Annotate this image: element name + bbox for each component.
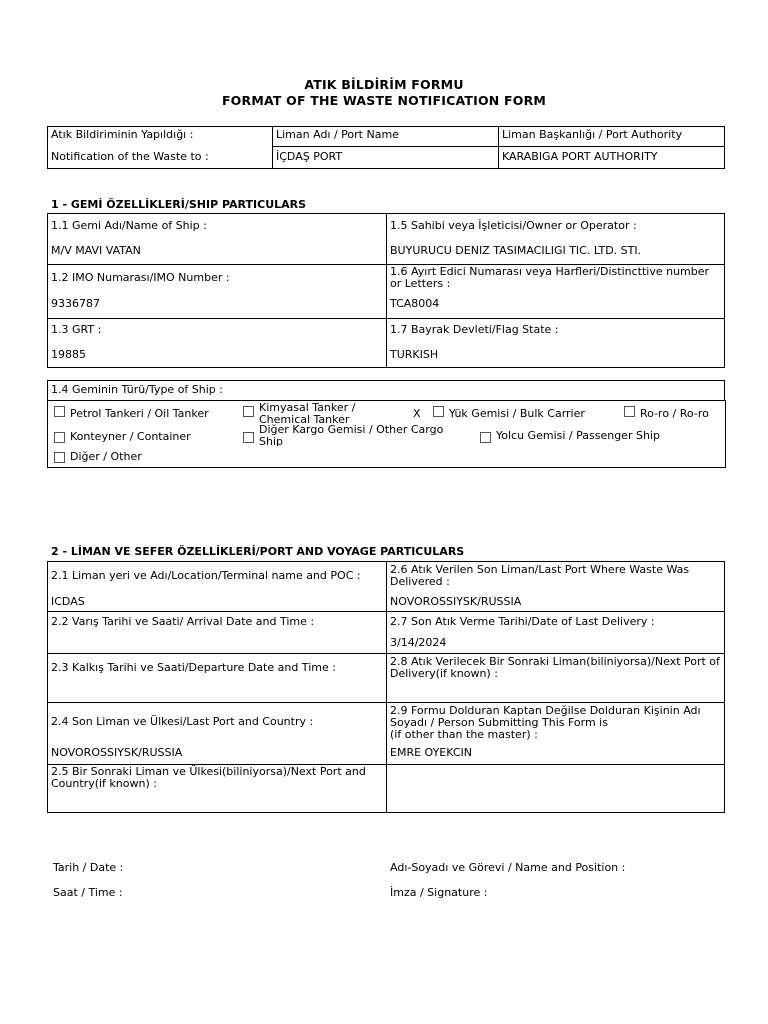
last-delivery-label: 2.7 Son Atık Verme Tarihi/Date of Last Delivery : (390, 615, 655, 628)
next-port-label: 2.5 Bir Sonraki Liman ve Ülkesi(biliniyorsa)/Next Port and Country(if known) : (51, 765, 366, 790)
last-delivery-value[interactable]: 3/14/2024 (390, 636, 447, 649)
imo-label: 1.2 IMO Numarası/IMO Number : (51, 271, 230, 284)
owner-label: 1.5 Sahibi veya İşleticisi/Owner or Operator : (390, 219, 637, 232)
roro-label: Ro-ro / Ro-ro (640, 407, 709, 420)
arrival-label: 2.2 Varış Tarihi ve Saati/ Arrival Date and Time : (51, 615, 315, 628)
ship-type-label: 1.4 Geminin Türü/Type of Ship : (51, 383, 223, 396)
notification-label-tr: Atık Bildiriminin Yapıldığı : (51, 128, 194, 141)
oil-tanker-checkbox[interactable] (54, 406, 65, 417)
form-title-tr: ATIK BİLDİRİM FORMU (304, 77, 464, 92)
chemical-tanker-label: Kimyasal Tanker / Chemical Tanker (259, 401, 356, 426)
date-label: Tarih / Date : (53, 861, 124, 874)
oil-tanker-label: Petrol Tankeri / Oil Tanker (70, 407, 209, 420)
bulk-carrier-checkbox[interactable] (433, 406, 444, 417)
submitter-label: 2.9 Formu Dolduran Kaptan Değilse Dolduran Kişinin Adı Soyadı / Person Submitting This Form is (390, 704, 701, 729)
submitter-value[interactable]: EMRE OYEKCIN (390, 746, 473, 759)
distinctive-label: 1.6 Ayırt Edici Numarası veya Harfleri/Distincttive number or Letters : (390, 265, 710, 290)
passenger-checkbox[interactable] (480, 432, 491, 443)
other-label: Diğer / Other (70, 450, 142, 463)
grt-value[interactable]: 19885 (51, 348, 86, 361)
selected-mark: X (413, 407, 421, 420)
departure-label: 2.3 Kalkış Tarihi ve Saati/Departure Date and Time : (51, 661, 336, 674)
time-label: Saat / Time : (53, 886, 123, 899)
flag-value[interactable]: TURKISH (390, 348, 439, 361)
port-authority-value[interactable]: KARABIGA PORT AUTHORITY (502, 150, 658, 163)
container-checkbox[interactable] (54, 432, 65, 443)
location-label: 2.1 Liman yeri ve Adı/Location/Terminal name and POC : (51, 569, 361, 582)
flag-label: 1.7 Bayrak Devleti/Flag State : (390, 323, 559, 336)
ship-name-value[interactable]: M/V MAVI VATAN (51, 244, 141, 257)
port-name-label: Liman Adı / Port Name (276, 128, 399, 141)
container-label: Konteyner / Container (70, 430, 191, 443)
owner-value[interactable]: BUYURUCU DENIZ TASIMACILIGI TIC. LTD. STI. (390, 244, 642, 257)
port-authority-label: Liman Başkanlığı / Port Authority (502, 128, 683, 141)
chemical-tanker-checkbox[interactable] (243, 406, 254, 417)
submitter-label-note: (if other than the master) : (390, 728, 538, 741)
distinctive-value[interactable]: TCA8004 (390, 297, 440, 310)
imo-value[interactable]: 9336787 (51, 297, 100, 310)
last-waste-port-value[interactable]: NOVOROSSIYSK/RUSSIA (390, 595, 522, 608)
form-title-en: FORMAT OF THE WASTE NOTIFICATION FORM (221, 93, 547, 108)
other-checkbox[interactable] (54, 452, 65, 463)
passenger-label: Yolcu Gemisi / Passenger Ship (496, 429, 660, 442)
bulk-carrier-label: Yük Gemisi / Bulk Carrier (449, 407, 585, 420)
roro-checkbox[interactable] (624, 406, 635, 417)
last-waste-port-label: 2.6 Atık Verilen Son Liman/Last Port Where Waste Was Delivered : (390, 563, 690, 588)
ship-name-label: 1.1 Gemi Adı/Name of Ship : (51, 219, 207, 232)
location-value[interactable]: ICDAS (51, 595, 85, 608)
section2-heading: 2 - LİMAN VE SEFER ÖZELLİKLERİ/PORT AND VOYAGE PARTICULARS (51, 545, 465, 558)
port-name-value[interactable]: İÇDAŞ PORT (276, 150, 343, 163)
signature-label: İmza / Signature : (390, 886, 488, 899)
notification-label-en: Notification of the Waste to : (51, 150, 209, 163)
other-cargo-label: Diğer Kargo Gemisi / Other Cargo Ship (259, 424, 444, 446)
grt-label: 1.3 GRT : (51, 323, 102, 336)
other-cargo-checkbox[interactable] (243, 432, 254, 443)
name-position-label: Adı-Soyadı ve Görevi / Name and Position : (390, 861, 626, 874)
last-port-value[interactable]: NOVOROSSIYSK/RUSSIA (51, 746, 183, 759)
next-waste-port-label: 2.8 Atık Verilecek Bir Sonraki Liman(biliniyorsa)/Next Port of Delivery(if known) : (390, 655, 720, 680)
last-port-label: 2.4 Son Liman ve Ülkesi/Last Port and Country : (51, 715, 314, 728)
section1-heading: 1 - GEMİ ÖZELLİKLERİ/SHIP PARTICULARS (51, 198, 307, 211)
